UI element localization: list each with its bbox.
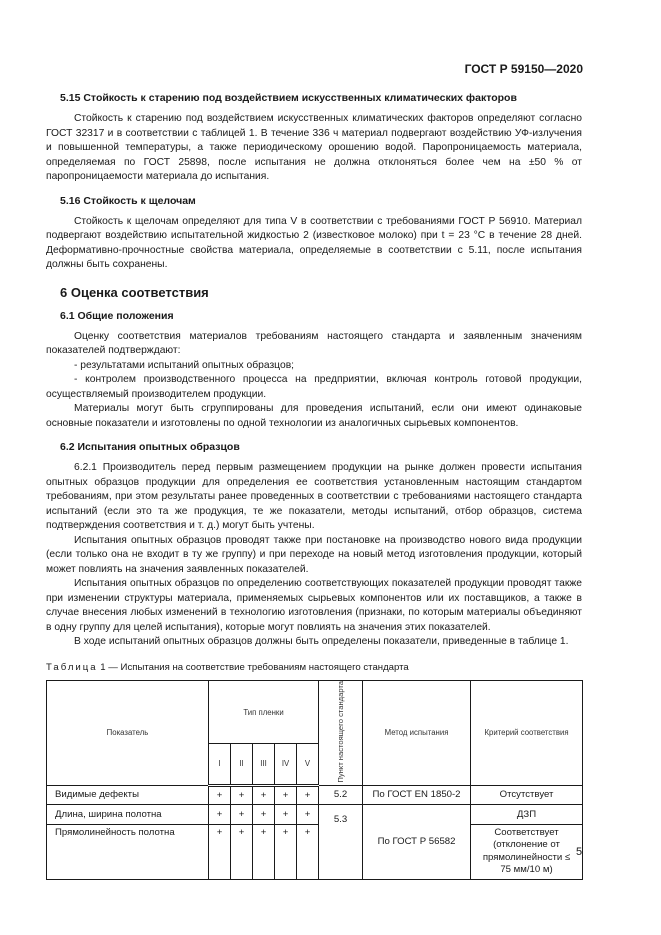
header-type-5: V (297, 744, 319, 786)
cell-mark: + (231, 824, 253, 879)
cell-mark: + (297, 785, 319, 804)
cell-method: По ГОСТ EN 1850-2 (363, 785, 471, 804)
paragraph: Испытания опытных образцов по определению соответствующих показателей продукции проводят также при изменении структуры материала, применяемых сырьевых компонентов или их поставщиков, а также в случае внесения любых изменений в технологию изготовления (признаки, по которым материалы объединяют в одну группу для целей испытания), которые могут повлиять на значения этих показателей. (46, 578, 582, 633)
cell-clause: 5.3 (319, 804, 363, 879)
header-method: Метод испытания (363, 681, 471, 786)
list-item: - результатами испытаний опытных образцов; (74, 359, 295, 371)
header-film-type: Тип пленки (209, 681, 319, 744)
table-caption-label: Таблица (46, 661, 98, 673)
cell-mark: + (209, 804, 231, 824)
cell-criterion: Соответствует (отклонение от прямолинейности ≤ 75 мм/10 м) (471, 824, 583, 879)
paragraph: В ходе испытаний опытных образцов должны быть определены показатели, приведенные в таблице 1. (74, 636, 569, 647)
cell-clause: 5.2 (319, 785, 363, 804)
cell-mark: + (275, 804, 297, 824)
table-row (47, 785, 583, 804)
table-row (47, 824, 583, 879)
cell-mark: + (275, 785, 297, 804)
header-type-1: I (209, 744, 231, 786)
cell-mark: + (297, 824, 319, 879)
paragraph: Материалы могут быть сгруппированы для проведения испытаний, если они имеют одинаковые основные показатели и изготовлены по одной технологии из аналогичных сырьевых компонентов. (46, 403, 582, 429)
section-title-6-2: 6.2 Испытания опытных образцов (60, 441, 240, 453)
cell-mark: + (275, 824, 297, 879)
cell-mark: + (253, 824, 275, 879)
paragraph: Стойкость к щелочам определяют для типа V в соответствии с требованиями ГОСТ Р 56910. Материал подвергают воздействию испытательной жидкостью 2 (известковое молоко) при t = 23 °С в течение 28 дней. Деформативно-прочностные свойства материала, определяемые в соответствии с 5.11, после испытания должны быть сохранены. (46, 215, 582, 270)
section-title-5-16: 5.16 Стойкость к щелочам (60, 194, 196, 207)
header-type-3: III (253, 744, 275, 786)
list-item: - контролем производственного процесса на предприятии, включая контроль готовой продукции, осуществляемый производителем продукции. (46, 374, 582, 400)
paragraph: Оценку соответствия материалов требованиям настоящего стандарта и заявленным значениям показателей подтверждают: (46, 330, 582, 356)
header-type-4: IV (275, 744, 297, 786)
document-body (46, 91, 582, 674)
table-caption-text: 1 — Испытания на соответствие требованиям настоящего стандарта (100, 661, 409, 673)
cell-mark: + (231, 804, 253, 824)
section-title-6-1: 6.1 Общие положения (60, 309, 174, 322)
table-row (47, 804, 583, 824)
cell-indicator: Длина, ширина полотна (47, 804, 209, 824)
cell-mark: + (209, 785, 231, 804)
cell-indicator: Прямолинейность полотна (47, 824, 209, 879)
page-number: 5 (576, 846, 583, 858)
section-title-6: 6 Оценка соответствия (60, 284, 209, 300)
header-type-2: II (231, 744, 253, 786)
cell-mark: + (231, 785, 253, 804)
paragraph: 6.2.1 Производитель перед первым размещением продукции на рынке должен провести испытания опытных образцов продукции для определения ее соответствия установленным настоящим стандартом требованиям, при этом результаты ранее проведенных в соответствии с требованиями настоящего стандарта испытаний (если это та же продукция, те же показатели, методы испытаний, отбор образцов, система подтверждения соответствия и т. д.) могут быть учтены. (46, 462, 582, 531)
header-indicator: Показатель (47, 681, 209, 786)
cell-criterion: ДЗП (471, 804, 583, 824)
cell-mark: + (297, 804, 319, 824)
conformity-tests-table (46, 680, 583, 880)
cell-indicator: Видимые дефекты (47, 785, 209, 804)
paragraph: Стойкость к старению под воздействием искусственных климатических факторов определяют согласно ГОСТ 32317 и в соответствии с таблицей 1. В течение 336 ч материал подвергают воздействию УФ-излучения и повышенной температуры, а также периодическому орошению водой. Паропроницаемость материала, определяемая по ГОСТ 25898, после испытания не должна отклоняться более чем на ±50 % от паропроницаемости материала до испытания. (46, 113, 582, 182)
cell-method: По ГОСТ Р 56582 (363, 804, 471, 879)
section-title-5-15: 5.15 Стойкость к старению под воздействием искусственных климатических факторов (60, 92, 517, 104)
cell-criterion: Отсутствует (471, 785, 583, 804)
document-id-header: ГОСТ Р 59150—2020 (464, 62, 583, 76)
cell-mark: + (253, 804, 275, 824)
header-criterion: Критерий соответствия (471, 681, 583, 786)
paragraph: Испытания опытных образцов проводят также при постановке на производство нового вида продукции (если только она не входит в ту же группу) и при переходе на новый метод изготовления продукции, который может повлиять на значения заявленных показателей. (46, 534, 582, 575)
header-clause: Пункт настоящего стандарта (319, 681, 363, 786)
cell-mark: + (209, 824, 231, 879)
cell-mark: + (253, 785, 275, 804)
table-caption (46, 662, 582, 674)
